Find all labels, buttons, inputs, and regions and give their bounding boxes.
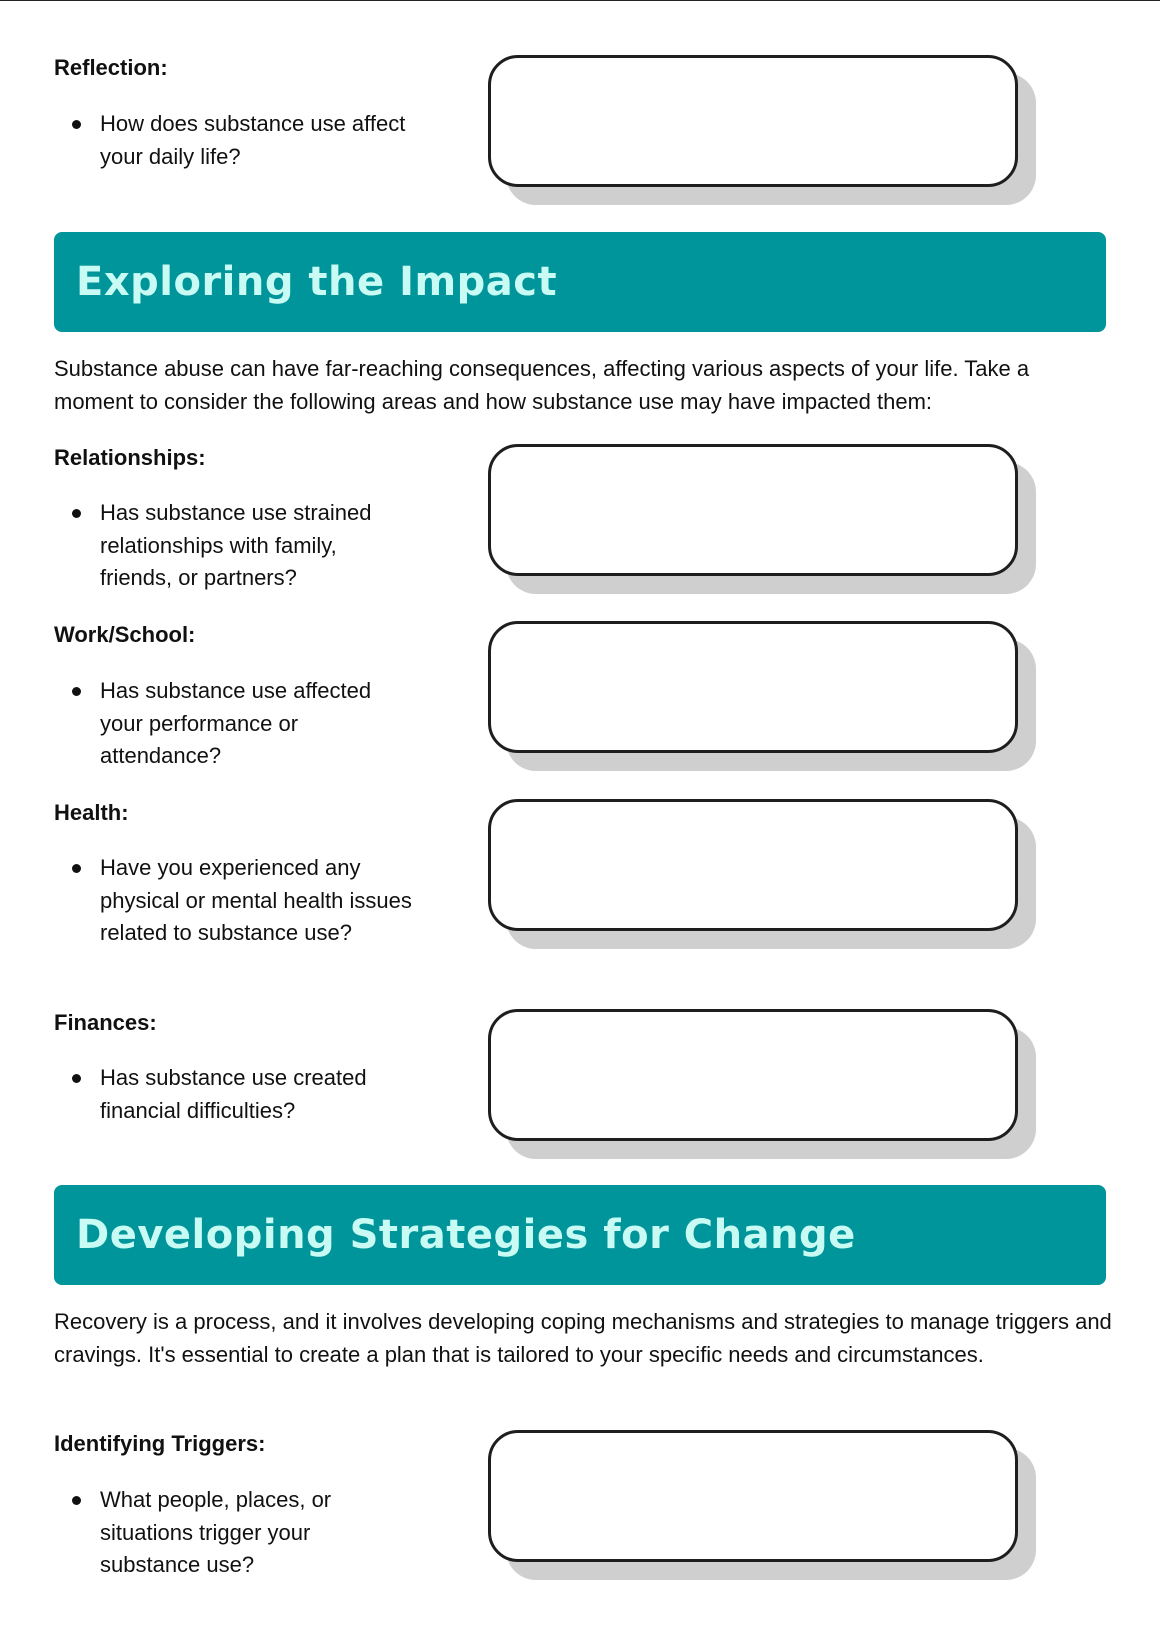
reflection-title: Reflection: [54, 55, 168, 80]
health-question-list [54, 852, 414, 950]
health-answer-box[interactable] [488, 799, 1018, 931]
finances-title: Finances: [54, 1010, 157, 1035]
triggers-question-list [54, 1484, 414, 1582]
triggers-title: Identifying Triggers: [54, 1431, 266, 1456]
section-heading-impact: Exploring the Impact [76, 259, 558, 305]
triggers-question: What people, places, or situations trigger your substance use? [54, 1484, 414, 1582]
impact-intro: Substance abuse can have far-reaching consequences, affecting various aspects of your life. Take a moment to consider the following areas and how substance use may have impacted them: [54, 356, 1030, 414]
health-title: Health: [54, 800, 129, 825]
reflection-question-list [54, 108, 414, 173]
top-divider [0, 0, 1160, 1]
strategies-intro: Recovery is a process, and it involves developing coping mechanisms and strategies to manage triggers and cravings. It's essential to create a plan that is tailored to your specific needs and circumstances. [54, 1309, 1112, 1367]
work-school-question: Has substance use affected your performance or attendance? [54, 675, 414, 773]
work-school-question-list [54, 675, 414, 773]
reflection-answer-box[interactable] [488, 55, 1018, 187]
work-school-answer-box[interactable] [488, 621, 1018, 753]
relationships-answer-box[interactable] [488, 444, 1018, 576]
finances-question-list [54, 1062, 414, 1127]
finances-answer-box[interactable] [488, 1009, 1018, 1141]
section-banner-strategies [54, 1185, 1106, 1285]
section-heading-strategies: Developing Strategies for Change [76, 1212, 856, 1258]
relationships-title: Relationships: [54, 445, 206, 470]
reflection-question: How does substance use affect your daily life? [54, 108, 414, 173]
triggers-answer-box[interactable] [488, 1430, 1018, 1562]
finances-question: Has substance use created financial difficulties? [54, 1062, 414, 1127]
relationships-question-list [54, 497, 414, 595]
health-question: Have you experienced any physical or mental health issues related to substance use? [54, 852, 414, 950]
work-school-title: Work/School: [54, 622, 196, 647]
relationships-question: Has substance use strained relationships with family, friends, or partners? [54, 497, 414, 595]
section-banner-impact [54, 232, 1106, 332]
